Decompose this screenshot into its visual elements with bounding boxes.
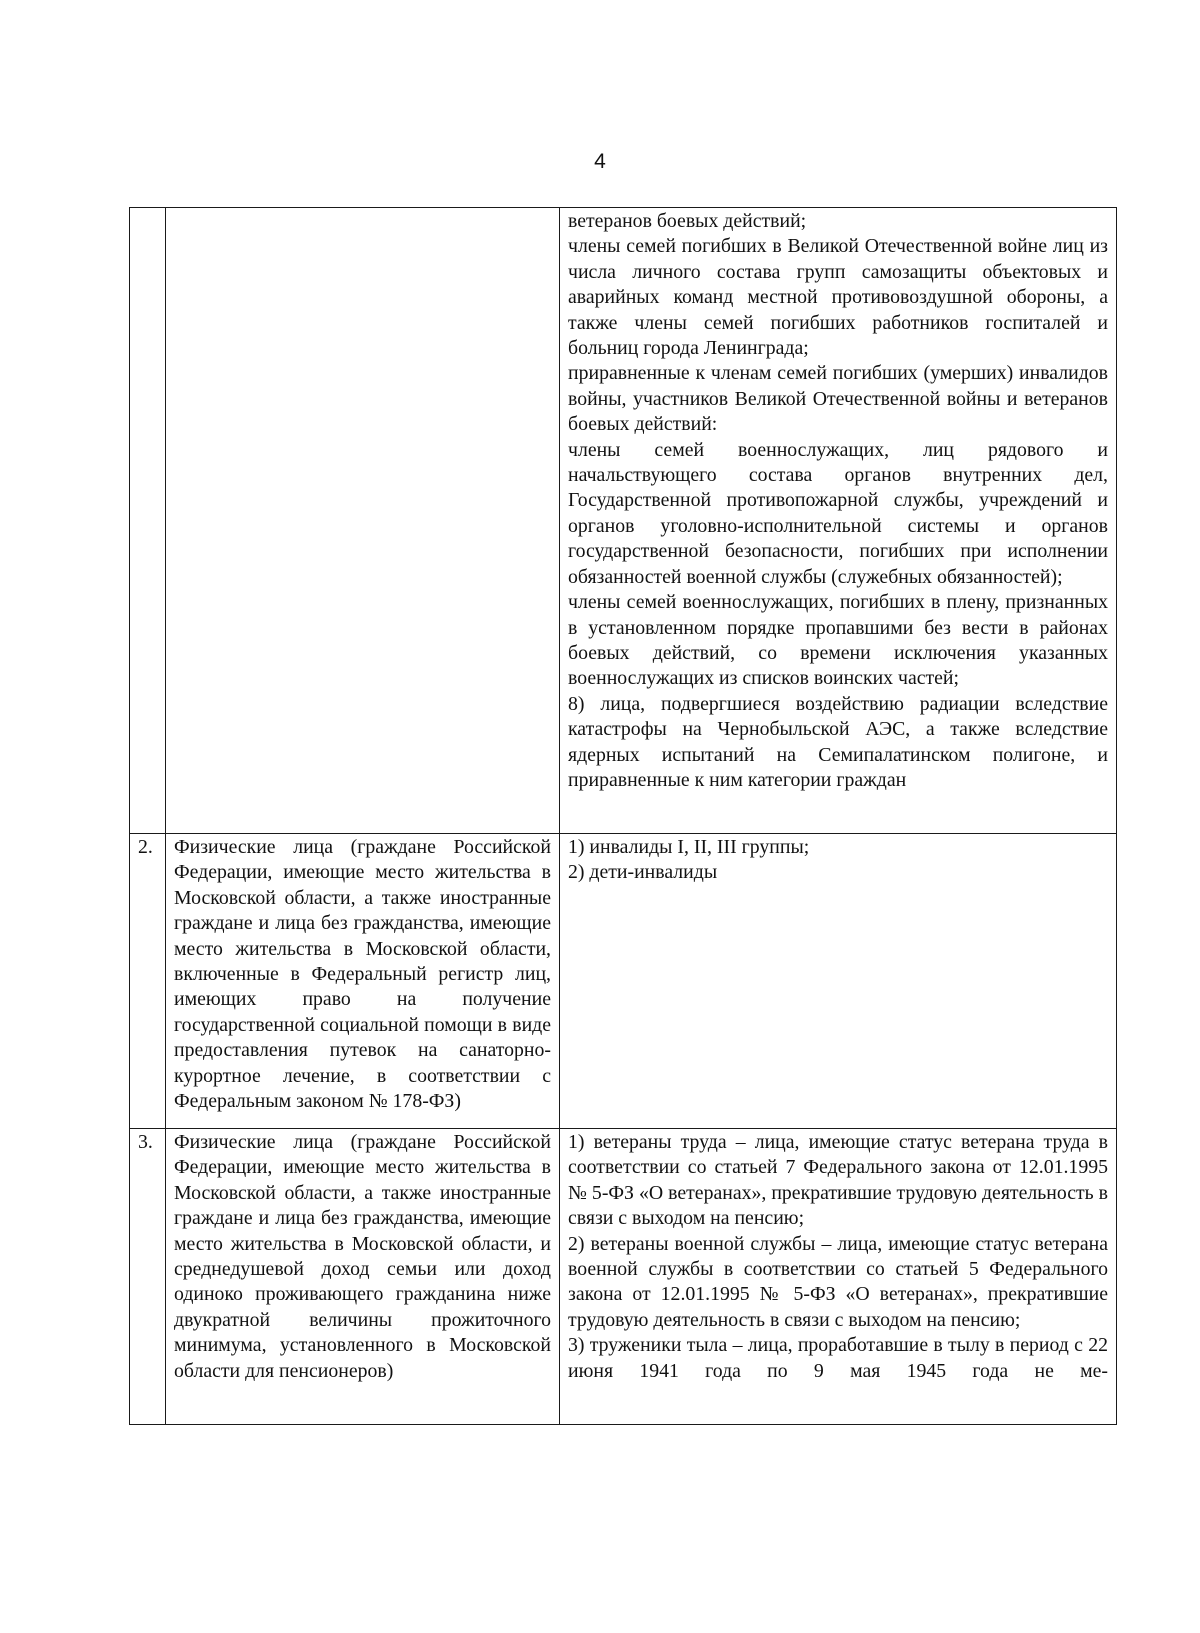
row-number: 2. bbox=[130, 834, 166, 1129]
recipients-cell bbox=[560, 834, 1117, 1129]
recipients-cell bbox=[560, 1129, 1117, 1425]
benefits-table bbox=[129, 207, 1117, 1425]
category-text: Физические лица (граждане Российской Федерации, имеющие место жительства в Московской области, а также иностранные граждане и лица без гражданства, имеющие место жительства в Московской области, включенные в Федеральный регистр лиц, имеющих право на получение государственной социальной помощи в виде предоставления путевок на санаторно-курортное лечение, в соответствии с Федеральным законом № 178-ФЗ) bbox=[174, 836, 551, 1113]
list-item: 1) инвалиды I, II, III группы; bbox=[568, 836, 810, 858]
table-row bbox=[130, 208, 1117, 834]
category-cell bbox=[166, 208, 560, 834]
row-number: 3. bbox=[130, 1129, 166, 1425]
list-item: члены семей погибших в Великой Отечественной войне лиц из числа личного состава групп самозащиты объектовых и аварийных команд местной противовоздушной обороны, а также члены семей погибших работников госпиталей и больниц города Ленинграда; bbox=[568, 235, 1108, 360]
recipients-cell bbox=[560, 208, 1117, 834]
list-item: 1) ветераны труда – лица, имеющие статус ветерана труда в соответствии со статьей 7 Федерального закона от 12.01.1995 № 5-ФЗ «О ветеранах», прекратившие трудовую деятельность в связи с выходом на пенсию; bbox=[568, 1131, 1108, 1230]
category-cell bbox=[166, 834, 560, 1129]
list-item: члены семей военнослужащих, погибших в плену, признанных в установленном порядке пропавшими без вести в районах боевых действий, со времени исключения указанных военнослужащих из списков воинских частей; bbox=[568, 591, 1108, 690]
list-item: 2) ветераны военной службы – лица, имеющие статус ветерана военной службы в соответствии со статьей 5 Федерального закона от 12.01.1995 № 5-ФЗ «О ветеранах», прекратившие трудовую деятельность в связи с выходом на пенсию; bbox=[568, 1232, 1108, 1331]
list-item: 8) лица, подвергшиеся воздействию радиации вследствие катастрофы на Чернобыльской АЭС, а также вследствие ядерных испытаний на Семипалатинском полигоне, и приравненные к ним категории граждан bbox=[568, 692, 1108, 791]
table-row bbox=[130, 1129, 1117, 1425]
list-item: ветеранов боевых действий; bbox=[568, 210, 807, 232]
page-number: 4 bbox=[594, 150, 606, 173]
list-item: приравненные к членам семей погибших (умерших) инвалидов войны, участников Великой Отечественной войны и ветеранов боевых действий: bbox=[568, 362, 1108, 436]
list-item: 2) дети-инвалиды bbox=[568, 861, 718, 884]
list-item: члены семей военнослужащих, лиц рядового и начальствующего состава органов внутренних дел, Государственной противопожарной службы, учреждений и органов уголовно-исполнительной системы и органов государственной безопасности, погибших при исполнении обязанностей военной службы (служебных обязанностей); bbox=[568, 438, 1108, 588]
category-cell bbox=[166, 1129, 560, 1425]
table-row bbox=[130, 834, 1117, 1129]
list-item: 3) труженики тыла – лица, проработавшие в тылу в период с 22 июня 1941 года по 9 мая 1945 года не ме- bbox=[568, 1334, 1108, 1382]
category-text: Физические лица (граждане Российской Федерации, имеющие место жительства в Московской области, а также иностранные граждане и лица без гражданства, имеющие место жительства в Московской области, и среднедушевой доход семьи или доход одиноко проживающего гражданина ниже двукратной величины прожиточного минимума, установленного в Московской области для пенсионеров) bbox=[174, 1131, 551, 1382]
row-number bbox=[130, 208, 166, 834]
